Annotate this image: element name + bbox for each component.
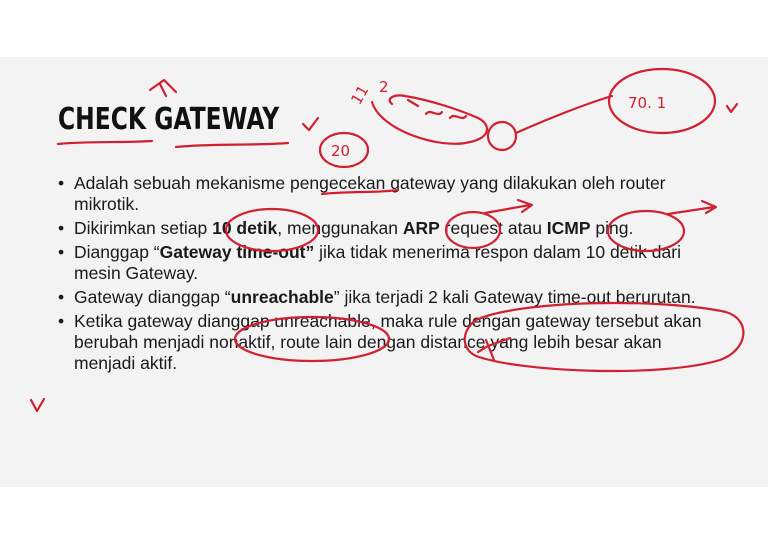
bold-text: ARP — [402, 218, 440, 238]
bullet-text: request atau — [439, 218, 547, 238]
bullet-text: ping. — [590, 218, 634, 238]
bullet-item — [58, 287, 718, 308]
slide-title: CHECK GATEWAY — [58, 102, 280, 137]
note-11: 11 — [347, 82, 373, 108]
note-70: 70. 1 — [628, 94, 667, 112]
bullet-text: Adalah sebuah mekanisme pengecekan gateway yang dilakukan oleh router mikrotik. — [74, 173, 666, 214]
bullet-item — [58, 311, 718, 374]
note-2: 2 — [379, 78, 389, 96]
bullet-text: Dikirimkan setiap — [74, 218, 213, 238]
bullet-text: Gateway dianggap “ — [74, 287, 231, 307]
bullet-item — [58, 242, 718, 284]
bullet-text: Dianggap “ — [74, 242, 160, 262]
bold-text: Gateway time-out” — [159, 242, 315, 262]
bold-text: unreachable — [230, 287, 334, 307]
bold-text: 10 detik — [212, 218, 278, 238]
bullet-item — [58, 218, 718, 239]
bold-text: ICMP — [546, 218, 591, 238]
bullet-item — [58, 173, 718, 215]
bullet-text: , menggunakan — [277, 218, 403, 238]
slide — [0, 57, 768, 487]
note-20: 20 — [331, 142, 351, 160]
bullet-text: Ketika gateway dianggap unreachable, maka rule dengan gateway tersebut akan berubah menjadi nonaktif, route lain dengan distance yang lebih besar akan menjadi aktif. — [74, 311, 702, 373]
bullet-list — [58, 173, 718, 377]
bullet-text: ” jika terjadi 2 kali Gateway time-out berurutan. — [333, 287, 696, 307]
bullet-text: jika tidak menerima respon dalam 10 detik dari mesin Gateway. — [74, 242, 681, 283]
